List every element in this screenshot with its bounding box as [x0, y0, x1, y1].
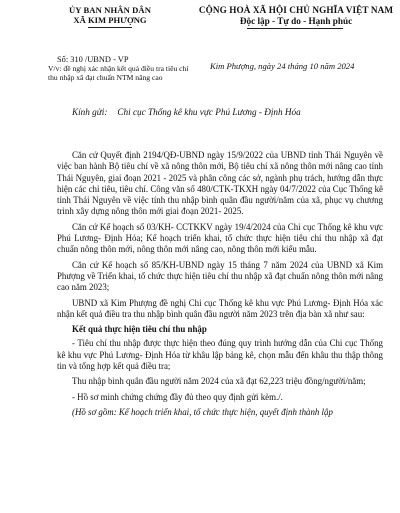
nation-name: CỘNG HOÀ XÃ HỘI CHỦ NGHĨA VIỆT NAM	[198, 5, 394, 15]
authority-underline	[88, 27, 132, 28]
attachments-note: (Hồ sơ gồm: Kế hoạch triển khai, tổ chức thực hiện, quyết định thành lập	[72, 406, 333, 417]
recipient-name: Chi cục Thống kê khu vực Phú Lương - Định Hóa	[117, 107, 301, 117]
section-heading: Kết quả thực hiện tiêu chí thu nhập	[72, 324, 207, 335]
document-number: Số: 310 /UBND - VP	[57, 55, 129, 64]
motto-underline	[247, 28, 343, 29]
body-paragraph: Căn cứ Kế hoạch số 85/KH-UBND ngày 15 tháng 7 năm 2024 của UBND xã Kim Phượng về Triển khai, tổ chức thực hiện tiêu chí thu nhập xã đạt chuẩn nông thôn mới nâng cao năm 2023;	[57, 259, 383, 293]
body-paragraph: - Tiêu chí thu nhập được thực hiện theo đúng quy trình hướng dẫn của Chi cục Thống kê khu vực Phú Lương- Định Hóa từ khâu lập bảng kê, chọn mẫu đến khâu thu thập thông tin và tổng hợp kết quả điều tra;	[57, 338, 383, 372]
recipient-line	[72, 107, 301, 118]
body-paragraph: Căn cứ Quyết định 2194/QĐ-UBND ngày 15/9/2022 của UBND tỉnh Thái Nguyên về việc ban hành Bộ tiêu chí về xã nông thôn mới, Bộ tiêu chí xã nông thôn mới nâng cao tỉnh Thái Nguyên, giai đoạn 2021 - 2025 và phân công các sở, ngành phụ trách, hướng dẫn thực hiện các chỉ tiêu, tiêu chí. Công văn số 480/CTK-TKXH ngày 04/7/2022 của Cục Thống kê tỉnh Thái Nguyên về việc tính thu nhập bình quân đầu người/năm của xã, phục vụ chương trình xây dựng nông thôn mới giai đoạn 2021- 2025.	[57, 150, 383, 217]
letter-body	[57, 150, 383, 422]
motto: Độc lập - Tự do - Hạnh phúc	[239, 16, 353, 26]
document-subject: V/v: đề nghị xác nhận kết quả điều tra tiêu chí thu nhập xã đạt chuẩn NTM nâng cao	[48, 64, 189, 83]
issuing-authority-block	[44, 5, 176, 25]
authority-line-1: ỦY BAN NHÂN DÂN	[68, 5, 152, 15]
national-motto-block	[198, 5, 394, 27]
body-paragraph: UBND xã Kim Phượng đề nghị Chi cục Thống kê khu vực Phú Lương- Định Hóa xác nhận kết quả điều tra thu nhập bình quân đầu người năm 2023 trên địa bàn xã như sau:	[57, 297, 383, 319]
body-paragraph: Thu nhập bình quân đầu người năm 2024 của xã đạt 62,223 triệu đồng/người/năm;	[72, 376, 366, 387]
recipient-label: Kính gửi:	[72, 107, 108, 117]
body-paragraph: Căn cứ Kế hoạch số 03/KH- CCTKKV ngày 19/4/2024 của Chi cục Thống kê khu vực Phú Lương- Định Hóa; Kế hoạch triển khai, tổ chức thực hiện tiêu chí thu nhập xã đạt chuẩn nông thôn mới, nông thôn mới nâng cao, nông thôn mới kiểu mẫu.	[57, 221, 383, 255]
body-paragraph: - Hồ sơ minh chứng chứng đầy đủ theo quy định gửi kèm./.	[72, 391, 283, 402]
place-and-date: Kim Phượng, ngày 24 tháng 10 năm 2024	[210, 61, 355, 71]
authority-line-2: XÃ KIM PHƯỢNG	[73, 15, 147, 25]
